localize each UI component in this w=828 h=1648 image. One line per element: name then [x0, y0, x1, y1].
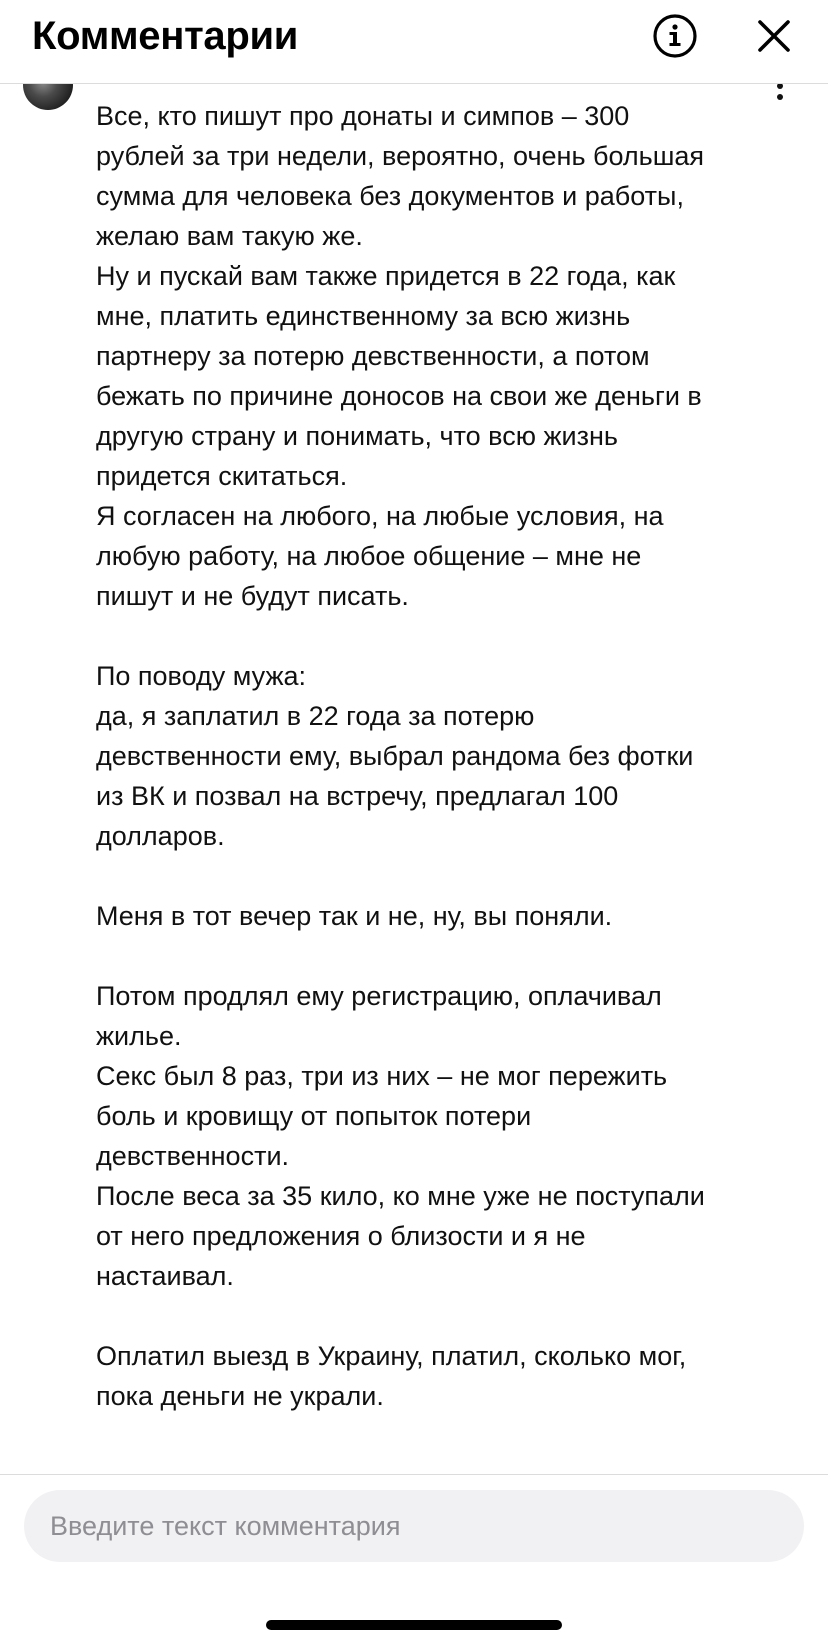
comment-composer[interactable] — [24, 1490, 804, 1562]
comment-paragraph: Потом продлял ему регистрацию, оплачивал жилье. — [96, 981, 662, 1051]
comment-paragraph: По поводу мужа: да, я заплатил в 22 года за потерю девственности ему, выбрал рандома без фотки из ВК и позвал на встречу, предлагал 100 долларов. — [96, 661, 694, 851]
comment-paragraph: Все, кто пишут про донаты и симпов – 300 рублей за три недели, вероятно, очень большая сумма для человека без документов и работы, желаю вам такую же. — [96, 101, 705, 251]
comment-paragraph: Ну и пускай вам также придется в 22 года, как мне, платить единственному за всю жизнь партнеру за потерю девственности, а потом бежать по причине доносов на свои же деньги в другую страну и понимать, что всю жизнь придется скитаться. — [96, 261, 702, 491]
comment-body — [96, 96, 796, 1416]
home-indicator[interactable] — [266, 1620, 562, 1630]
comment-paragraph: Секс был 8 раз, три из них – не мог пережить боль и кровищу от попыток потери девственности. — [96, 1061, 668, 1171]
comment-paragraph: После веса за 35 кило, ко мне уже не поступали от него предложения о близости и я не настаивал. — [96, 1181, 705, 1291]
comment-paragraph: Я согласен на любого, на любые условия, на любую работу, на любое общение – мне не пишут и не будут писать. — [96, 501, 664, 611]
comments-header — [0, 0, 828, 84]
composer-divider — [0, 1474, 828, 1475]
close-icon[interactable] — [753, 15, 795, 57]
comment-paragraph: Меня в тот вечер так и не, ну, вы поняли. — [96, 901, 613, 931]
info-circle-icon[interactable] — [652, 13, 698, 59]
comment-paragraph: Оплатил выезд в Украину, платил, сколько мог, пока деньги не украли. — [96, 1341, 687, 1411]
page-title: Комментарии — [32, 14, 299, 58]
comment-input[interactable] — [48, 1510, 780, 1543]
